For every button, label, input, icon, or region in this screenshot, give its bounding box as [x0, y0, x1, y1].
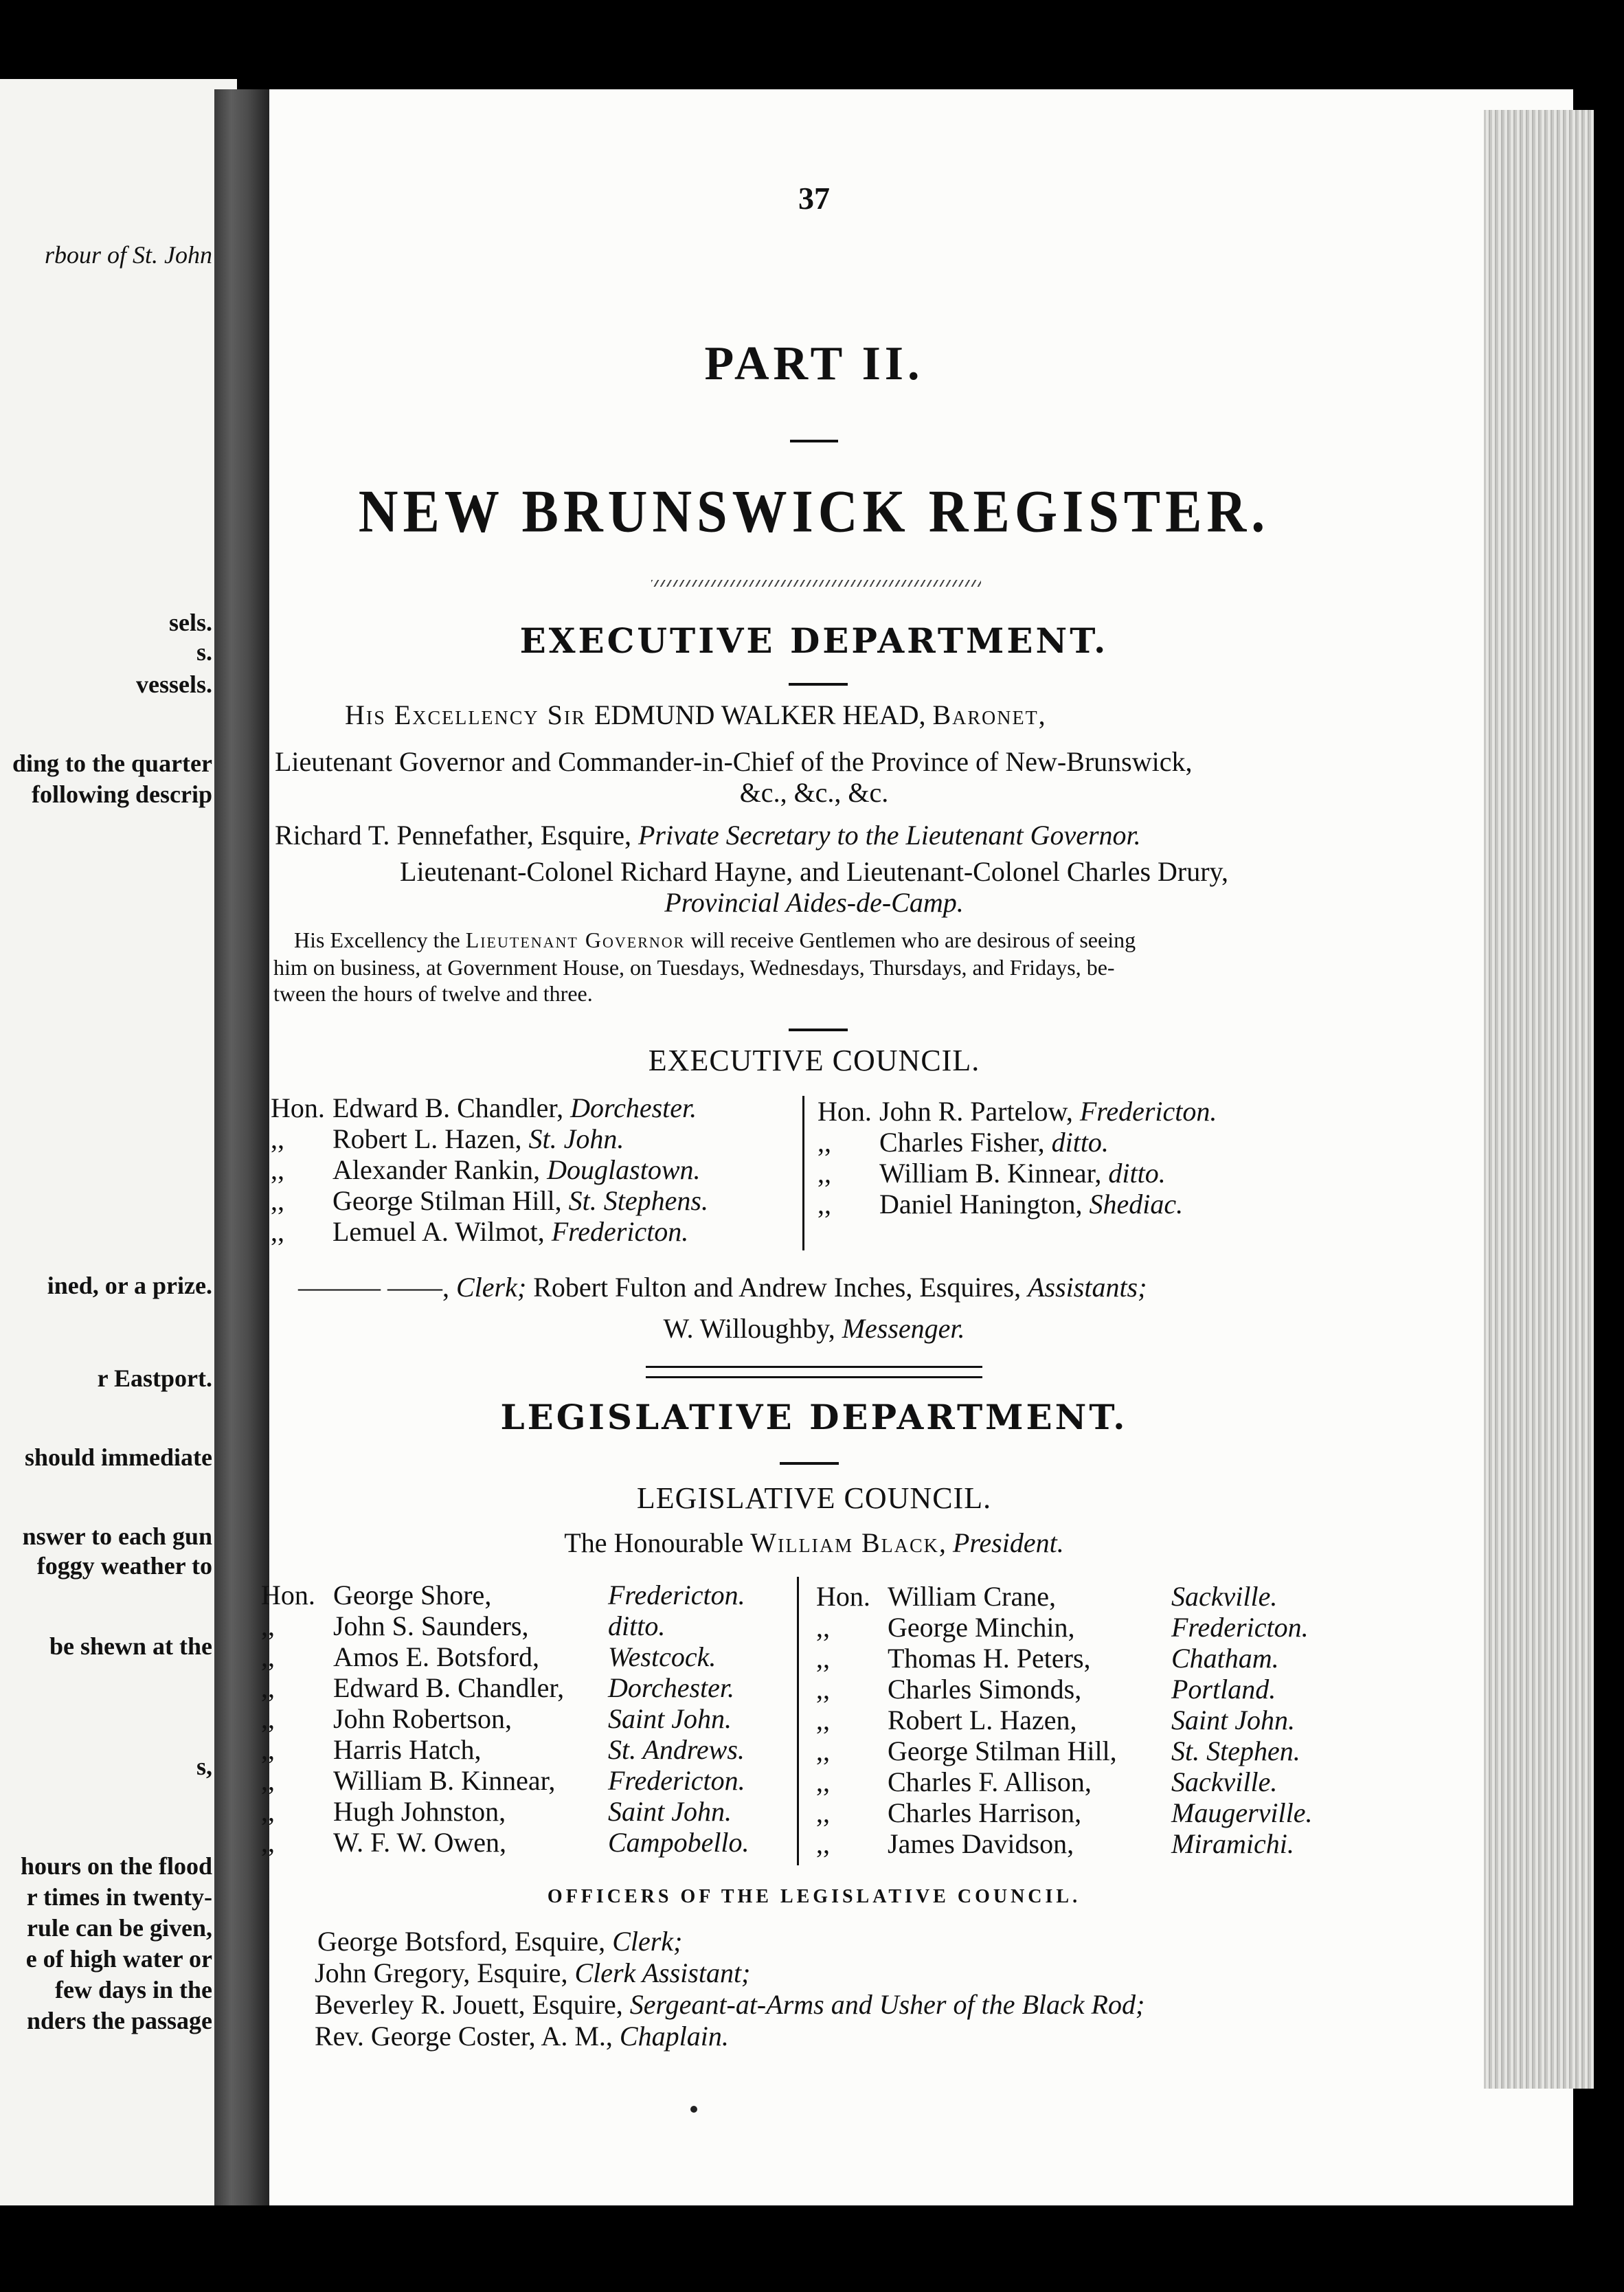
- member-name: George Stilman Hill,: [888, 1735, 1117, 1766]
- left-page-line: few days in the: [54, 1976, 212, 2003]
- messenger-name: W. Willoughby,: [663, 1313, 842, 1344]
- member-place: Saint John.: [608, 1703, 732, 1734]
- column-divider: [797, 1577, 799, 1865]
- page-edge: [1484, 110, 1594, 2089]
- notice-post: will receive Gentlemen who are desirous of seeing: [685, 928, 1136, 952]
- secretary-name: Richard T. Pennefather, Esquire,: [275, 820, 638, 851]
- member-place: Sackville.: [1171, 1581, 1278, 1612]
- member-place: Dorchester.: [608, 1672, 735, 1703]
- council-member: [817, 1127, 1217, 1158]
- officer-role: Clerk Assistant;: [574, 1957, 751, 1988]
- member-place: Chatham.: [1171, 1643, 1279, 1674]
- council-member: [271, 1185, 708, 1216]
- member-name: Charles Simonds,: [888, 1674, 1082, 1705]
- assistants-label: Assistants;: [1028, 1272, 1147, 1303]
- member-prefix: ,,: [261, 1827, 275, 1858]
- member-place: Portland.: [1171, 1674, 1276, 1705]
- member-place: St. John.: [528, 1123, 624, 1154]
- page-number: 37: [798, 181, 830, 216]
- notice-pre: His Excellency the: [294, 928, 466, 952]
- member-prefix: Hon.: [261, 1580, 315, 1610]
- member-prefix: ,,: [817, 1158, 831, 1189]
- member-name: James Davidson,: [888, 1828, 1074, 1859]
- member-prefix: Hon.: [817, 1096, 872, 1127]
- officer-role: Clerk;: [612, 1926, 683, 1957]
- member-prefix: ,,: [816, 1828, 830, 1859]
- council-member: [817, 1096, 1217, 1127]
- left-page-line: s.: [196, 638, 212, 666]
- member-place: Fredericton.: [608, 1580, 745, 1610]
- member-prefix: ,,: [261, 1610, 275, 1641]
- member-name: George Minchin,: [888, 1612, 1075, 1643]
- messenger-label: Messenger.: [842, 1313, 965, 1344]
- officer-name: George Botsford, Esquire,: [317, 1926, 613, 1957]
- part-title: PART II.: [704, 337, 924, 390]
- member-prefix: ,,: [261, 1672, 275, 1703]
- member-name: Edward B. Chandler,: [332, 1092, 571, 1123]
- officer-line: [315, 1988, 1144, 2021]
- member-prefix: Hon.: [816, 1581, 870, 1612]
- aides-line: Lieutenant-Colonel Richard Hayne, and Lieutenant-Colonel Charles Drury,: [400, 856, 1228, 887]
- member-prefix: ,,: [261, 1734, 275, 1765]
- member-place: Campobello.: [608, 1827, 749, 1858]
- member-place: Maugerville.: [1171, 1797, 1313, 1828]
- member-prefix: ,,: [817, 1189, 831, 1220]
- notice-line-1: [294, 928, 1136, 953]
- governor-prefix: His Excellency Sir: [345, 699, 594, 730]
- left-page-line: should immediate: [24, 1443, 212, 1471]
- member-place: Fredericton.: [1079, 1096, 1217, 1127]
- clerk-line: [298, 1271, 1147, 1303]
- assistants-name: Robert Fulton and Andrew Inches, Esquires,: [526, 1272, 1028, 1303]
- member-name: W. F. W. Owen,: [333, 1827, 507, 1858]
- member-place: Miramichi.: [1171, 1828, 1294, 1859]
- double-rule-divider: [646, 1366, 982, 1378]
- member-name: Harris Hatch,: [333, 1734, 482, 1765]
- president-pre: The Honourable: [564, 1527, 751, 1558]
- notice-line-2: him on business, at Government House, on Tuesdays, Wednesdays, Thursdays, and Fridays, be-: [273, 955, 1115, 980]
- officer-name: John Gregory, Esquire,: [315, 1957, 575, 1988]
- left-page-line: r times in twenty-: [26, 1883, 212, 1911]
- member-prefix: ,,: [261, 1796, 275, 1827]
- governor-suffix: Baronet,: [932, 699, 1047, 730]
- executive-council-right: [817, 1096, 1217, 1220]
- left-page-line: rule can be given,: [27, 1914, 212, 1942]
- officer-line: [317, 1925, 682, 1957]
- council-member: [271, 1123, 708, 1154]
- member-place: Shediac.: [1089, 1189, 1184, 1220]
- divider: [789, 683, 848, 686]
- governor-line: [345, 699, 1047, 731]
- member-name: Charles F. Allison,: [888, 1766, 1092, 1797]
- member-place: St. Stephen.: [1171, 1735, 1300, 1766]
- member-place: Saint John.: [608, 1796, 732, 1827]
- left-page-fragment: [0, 79, 237, 2205]
- member-prefix: ,,: [816, 1705, 830, 1735]
- messenger-line: [663, 1312, 965, 1345]
- council-member: [817, 1189, 1217, 1220]
- officer-line: [315, 2020, 729, 2052]
- member-prefix: ,,: [816, 1735, 830, 1766]
- left-page-line: vessels.: [136, 671, 212, 698]
- member-place: ditto.: [608, 1610, 666, 1641]
- executive-heading: EXECUTIVE DEPARTMENT.: [519, 620, 1109, 661]
- clerk-dash: ——— ——,: [298, 1272, 456, 1303]
- executive-council-left: [271, 1092, 708, 1247]
- governor-name: EDMUND WALKER HEAD,: [594, 699, 933, 730]
- member-place: Westcock.: [608, 1641, 717, 1672]
- left-page-line: sels.: [169, 609, 212, 636]
- officer-name: Beverley R. Jouett, Esquire,: [315, 1989, 630, 2020]
- left-page-line: ding to the quarter: [12, 750, 212, 777]
- officer-name: Rev. George Coster, A. M.,: [315, 2021, 620, 2052]
- left-page-line: s,: [196, 1753, 212, 1780]
- member-prefix: ,,: [816, 1612, 830, 1643]
- member-prefix: ,,: [271, 1185, 284, 1216]
- left-page-line: e of high water or: [25, 1945, 212, 1973]
- clerk-label: Clerk;: [456, 1272, 527, 1303]
- member-prefix: ,,: [261, 1703, 275, 1734]
- member-place: Fredericton.: [608, 1765, 745, 1796]
- member-prefix: Hon.: [271, 1092, 325, 1123]
- member-name: Thomas H. Peters,: [888, 1643, 1091, 1674]
- notice-line-3: tween the hours of twelve and three.: [273, 981, 593, 1006]
- governor-etc: &c., &c., &c.: [739, 777, 889, 808]
- member-name: Charles Fisher,: [879, 1127, 1052, 1158]
- member-name: Hugh Johnston,: [333, 1796, 506, 1827]
- officer-line: [315, 1957, 750, 1989]
- member-name: William B. Kinnear,: [879, 1158, 1109, 1189]
- member-prefix: ,,: [271, 1154, 284, 1185]
- member-name: Robert L. Hazen,: [888, 1705, 1077, 1735]
- member-name: Robert L. Hazen,: [332, 1123, 529, 1154]
- member-name: Alexander Rankin,: [332, 1154, 548, 1185]
- member-prefix: ,,: [816, 1674, 830, 1705]
- member-prefix: ,,: [816, 1797, 830, 1828]
- member-place: Dorchester.: [570, 1092, 697, 1123]
- divider: [789, 1029, 848, 1031]
- council-member: [817, 1158, 1217, 1189]
- left-page-line: ined, or a prize.: [47, 1272, 212, 1299]
- secretary-role: Private Secretary to the Lieutenant Governor.: [638, 820, 1141, 851]
- member-prefix: ,,: [816, 1643, 830, 1674]
- member-name: Lemuel A. Wilmot,: [332, 1216, 552, 1247]
- member-name: George Stilman Hill,: [332, 1185, 569, 1216]
- member-prefix: ,,: [816, 1766, 830, 1797]
- member-prefix: ,,: [261, 1641, 275, 1672]
- executive-council-heading: EXECUTIVE COUNCIL.: [648, 1044, 980, 1077]
- left-page-line: be shewn at the: [49, 1632, 212, 1660]
- member-place: ditto.: [1051, 1127, 1109, 1158]
- council-member: [271, 1154, 708, 1185]
- officer-role: Chaplain.: [619, 2021, 729, 2052]
- president-role: , President.: [938, 1527, 1064, 1558]
- member-prefix: ,,: [271, 1123, 284, 1154]
- president-line: [564, 1527, 1063, 1559]
- officer-role: Sergeant-at-Arms and Usher of the Black Rod;: [629, 1989, 1145, 2020]
- ink-speck: [690, 2106, 697, 2113]
- member-name: William B. Kinnear,: [333, 1765, 556, 1796]
- member-place: Douglastown.: [547, 1154, 701, 1185]
- council-member: [271, 1216, 708, 1247]
- secretary-line: [275, 819, 1141, 851]
- divider: [790, 440, 838, 442]
- book-spine: [214, 89, 271, 2205]
- column-divider: [802, 1096, 804, 1250]
- register-title: NEW BRUNSWICK REGISTER.: [358, 478, 1270, 546]
- council-member: [271, 1092, 708, 1123]
- member-place: ditto.: [1108, 1158, 1166, 1189]
- president-name: William Black: [750, 1527, 939, 1558]
- member-place: Sackville.: [1171, 1766, 1278, 1797]
- member-place: St. Stephens.: [568, 1185, 708, 1216]
- member-name: Edward B. Chandler,: [333, 1672, 565, 1703]
- member-name: John R. Partelow,: [879, 1096, 1080, 1127]
- divider: [780, 1462, 839, 1465]
- member-name: George Shore,: [333, 1580, 492, 1610]
- left-page-line: nswer to each gun: [22, 1523, 212, 1550]
- left-page-line: rbour of St. John: [44, 241, 212, 269]
- member-name: Charles Harrison,: [888, 1797, 1082, 1828]
- member-name: Daniel Hanington,: [879, 1189, 1090, 1220]
- member-place: St. Andrews.: [608, 1734, 745, 1765]
- member-name: William Crane,: [888, 1581, 1056, 1612]
- member-place: Fredericton.: [551, 1216, 689, 1247]
- legislative-heading: LEGISLATIVE DEPARTMENT.: [500, 1397, 1128, 1437]
- left-page-line: r Eastport.: [97, 1364, 212, 1392]
- left-page-line: hours on the flood: [20, 1852, 212, 1880]
- member-prefix: ,,: [261, 1765, 275, 1796]
- aides-role: Provincial Aides-de-Camp.: [664, 887, 964, 918]
- member-prefix: ,,: [271, 1216, 284, 1247]
- legislative-council-heading: LEGISLATIVE COUNCIL.: [636, 1481, 992, 1515]
- left-page-line: following descrip: [31, 780, 212, 808]
- ornamental-divider: [651, 580, 981, 587]
- member-name: John Robertson,: [333, 1703, 512, 1734]
- left-page-line: nders the passage: [26, 2007, 212, 2034]
- member-place: Fredericton.: [1171, 1612, 1309, 1643]
- member-name: John S. Saunders,: [333, 1610, 529, 1641]
- left-page-line: foggy weather to: [36, 1552, 212, 1580]
- member-place: Saint John.: [1171, 1705, 1295, 1735]
- officers-heading: OFFICERS OF THE LEGISLATIVE COUNCIL.: [547, 1886, 1081, 1907]
- governor-title: Lieutenant Governor and Commander-in-Chief of the Province of New-Brunswick,: [275, 746, 1193, 777]
- member-prefix: ,,: [817, 1127, 831, 1158]
- member-name: Amos E. Botsford,: [333, 1641, 539, 1672]
- notice-caps: Lieutenant Governor: [465, 928, 686, 952]
